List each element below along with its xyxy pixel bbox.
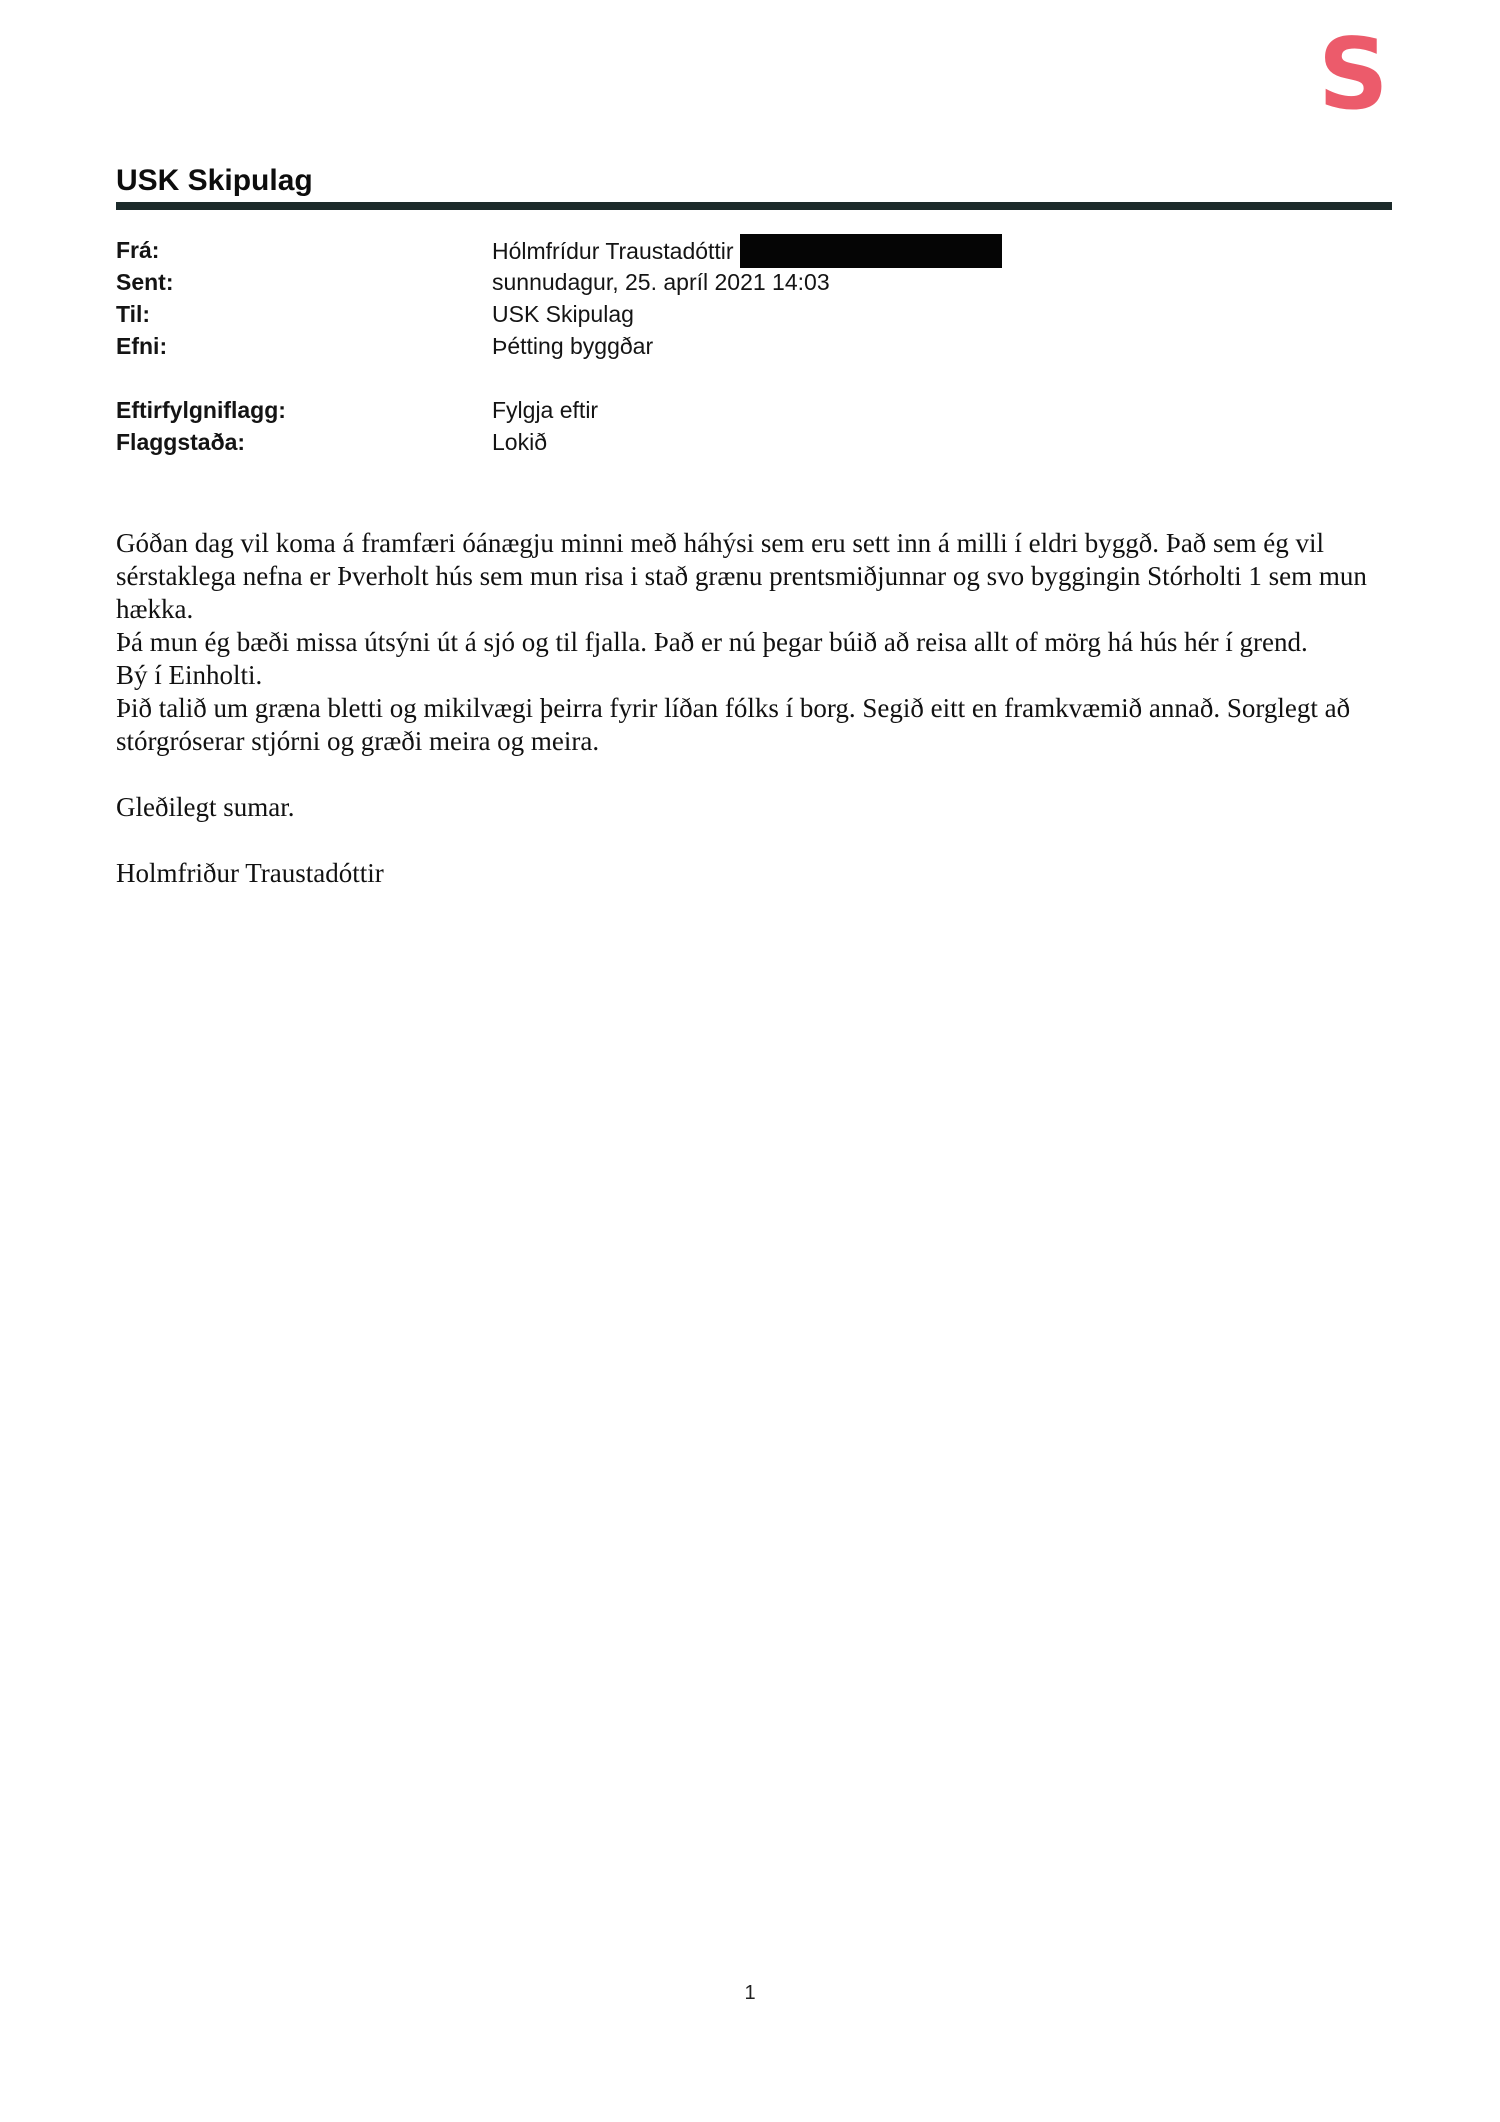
header-spacer [116, 362, 1392, 394]
subject-row [116, 330, 1392, 362]
from-row [116, 234, 1392, 266]
followup-label: Eftirfylgniflagg: [116, 397, 286, 423]
flagstatus-value: Lokið [492, 429, 547, 455]
body-paragraph-4: Þið talið um græna bletti og mikilvægi þeirra fyrir líðan fólks í borg. Segið eitt en framkvæmið annað. Sorglegt að stórgróserar stjórni og græði meira og meira. [116, 693, 1351, 756]
subject-value: Þétting byggðar [492, 333, 654, 359]
email-header [116, 234, 1392, 458]
to-label: Til: [116, 301, 151, 327]
body-paragraph-1: Góðan dag vil koma á framfæri óánægju minni með háhýsi sem eru sett inn á milli í eldri byggð. Það sem ég vil sérstaklega nefna er Þverholt hús sem mun risa i stað grænu prentsmiðjunnar og svo byggingin Stórholti 1 sem mun hækka. [116, 528, 1367, 624]
sent-label: Sent: [116, 269, 174, 295]
subject-label: Efni: [116, 333, 168, 359]
s-stamp-mark: S [1318, 18, 1389, 132]
greeting: Gleðilegt sumar. [116, 792, 295, 822]
redaction-box [740, 234, 1002, 268]
from-field [492, 234, 1002, 266]
sent-value: sunnudagur, 25. apríl 2021 14:03 [492, 269, 830, 295]
mailbox-title: USK Skipulag [116, 164, 313, 197]
from-value: Hólmfrídur Traustadóttir [492, 238, 734, 264]
body-paragraph-3: Bý í Einholti. [116, 660, 263, 690]
sent-row [116, 266, 1392, 298]
email-body [116, 527, 1386, 890]
signature: Holmfriður Traustadóttir [116, 858, 384, 888]
title-divider [116, 202, 1392, 210]
to-row [116, 298, 1392, 330]
followup-value: Fylgja eftir [492, 397, 599, 423]
to-value: USK Skipulag [492, 301, 634, 327]
flagstatus-row [116, 426, 1392, 458]
page-number: 1 [744, 1982, 756, 2004]
body-paragraph-2: Þá mun ég bæði missa útsýni út á sjó og til fjalla. Það er nú þegar búið að reisa allt of mörg há hús hér í grend. [116, 627, 1308, 657]
from-label: Frá: [116, 237, 160, 263]
followup-row [116, 394, 1392, 426]
flagstatus-label: Flaggstaða: [116, 429, 246, 455]
